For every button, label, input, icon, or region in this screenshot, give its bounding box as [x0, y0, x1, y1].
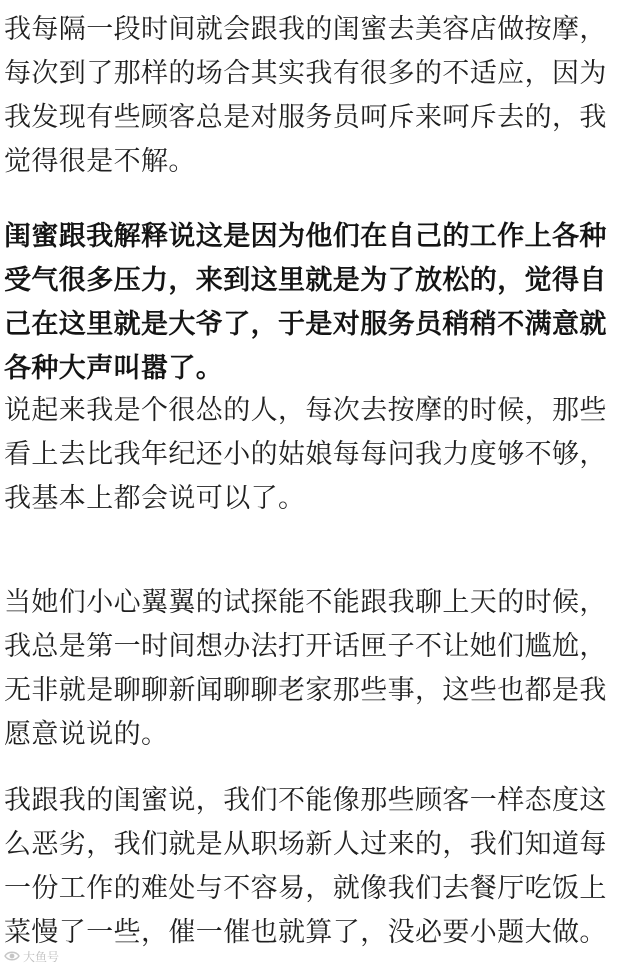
paragraph-2-bold	[4, 215, 638, 391]
text-line: 我每隔一段时间就会跟我的闺蜜去美容店做按摩，	[4, 14, 607, 45]
text-line: 每次到了那样的场合其实我有很多的不适应，因为	[4, 58, 607, 89]
text-line: 看上去比我年纪还小的姑娘每每问我力度够不够，	[4, 439, 607, 470]
text-line: 么恶劣，我们就是从职场新人过来的，我们知道每	[4, 829, 607, 860]
text-line: 闺蜜跟我解释说这是因为他们在自己的工作上各种	[4, 221, 607, 252]
paragraph-5	[4, 779, 638, 955]
watermark-text: 大鱼号	[23, 949, 60, 964]
text-line: 己在这里就是大爷了，于是对服务员稍稍不满意就	[4, 309, 607, 340]
text-line: 菜慢了一些，催一催也就算了，没必要小题大做。	[4, 917, 607, 948]
paragraph-4	[4, 581, 638, 757]
text-line: 说起来我是个很怂的人，每次去按摩的时候，那些	[4, 395, 607, 426]
paragraph-3	[4, 389, 638, 521]
text-line: 觉得很是不解。	[4, 146, 196, 177]
text-line: 受气很多压力，来到这里就是为了放松的，觉得自	[4, 265, 607, 296]
text-line: 我总是第一时间想办法打开话匣子不让她们尴尬，	[4, 631, 607, 662]
text-line: 一份工作的难处与不容易，就像我们去餐厅吃饭上	[4, 873, 607, 904]
text-line: 我发现有些顾客总是对服务员呵斥来呵斥去的，我	[4, 102, 607, 133]
text-line: 无非就是聊聊新闻聊聊老家那些事，这些也都是我	[4, 675, 607, 706]
paragraph-1	[4, 8, 638, 184]
source-watermark	[4, 946, 59, 966]
eye-logo-icon	[4, 948, 20, 964]
text-line: 我跟我的闺蜜说，我们不能像那些顾客一样态度这	[4, 785, 607, 816]
text-line: 当她们小心翼翼的试探能不能跟我聊上天的时候，	[4, 587, 607, 618]
text-line: 我基本上都会说可以了。	[4, 483, 306, 514]
text-line: 愿意说说的。	[4, 719, 169, 750]
text-line: 各种大声叫嚣了。	[4, 353, 224, 384]
